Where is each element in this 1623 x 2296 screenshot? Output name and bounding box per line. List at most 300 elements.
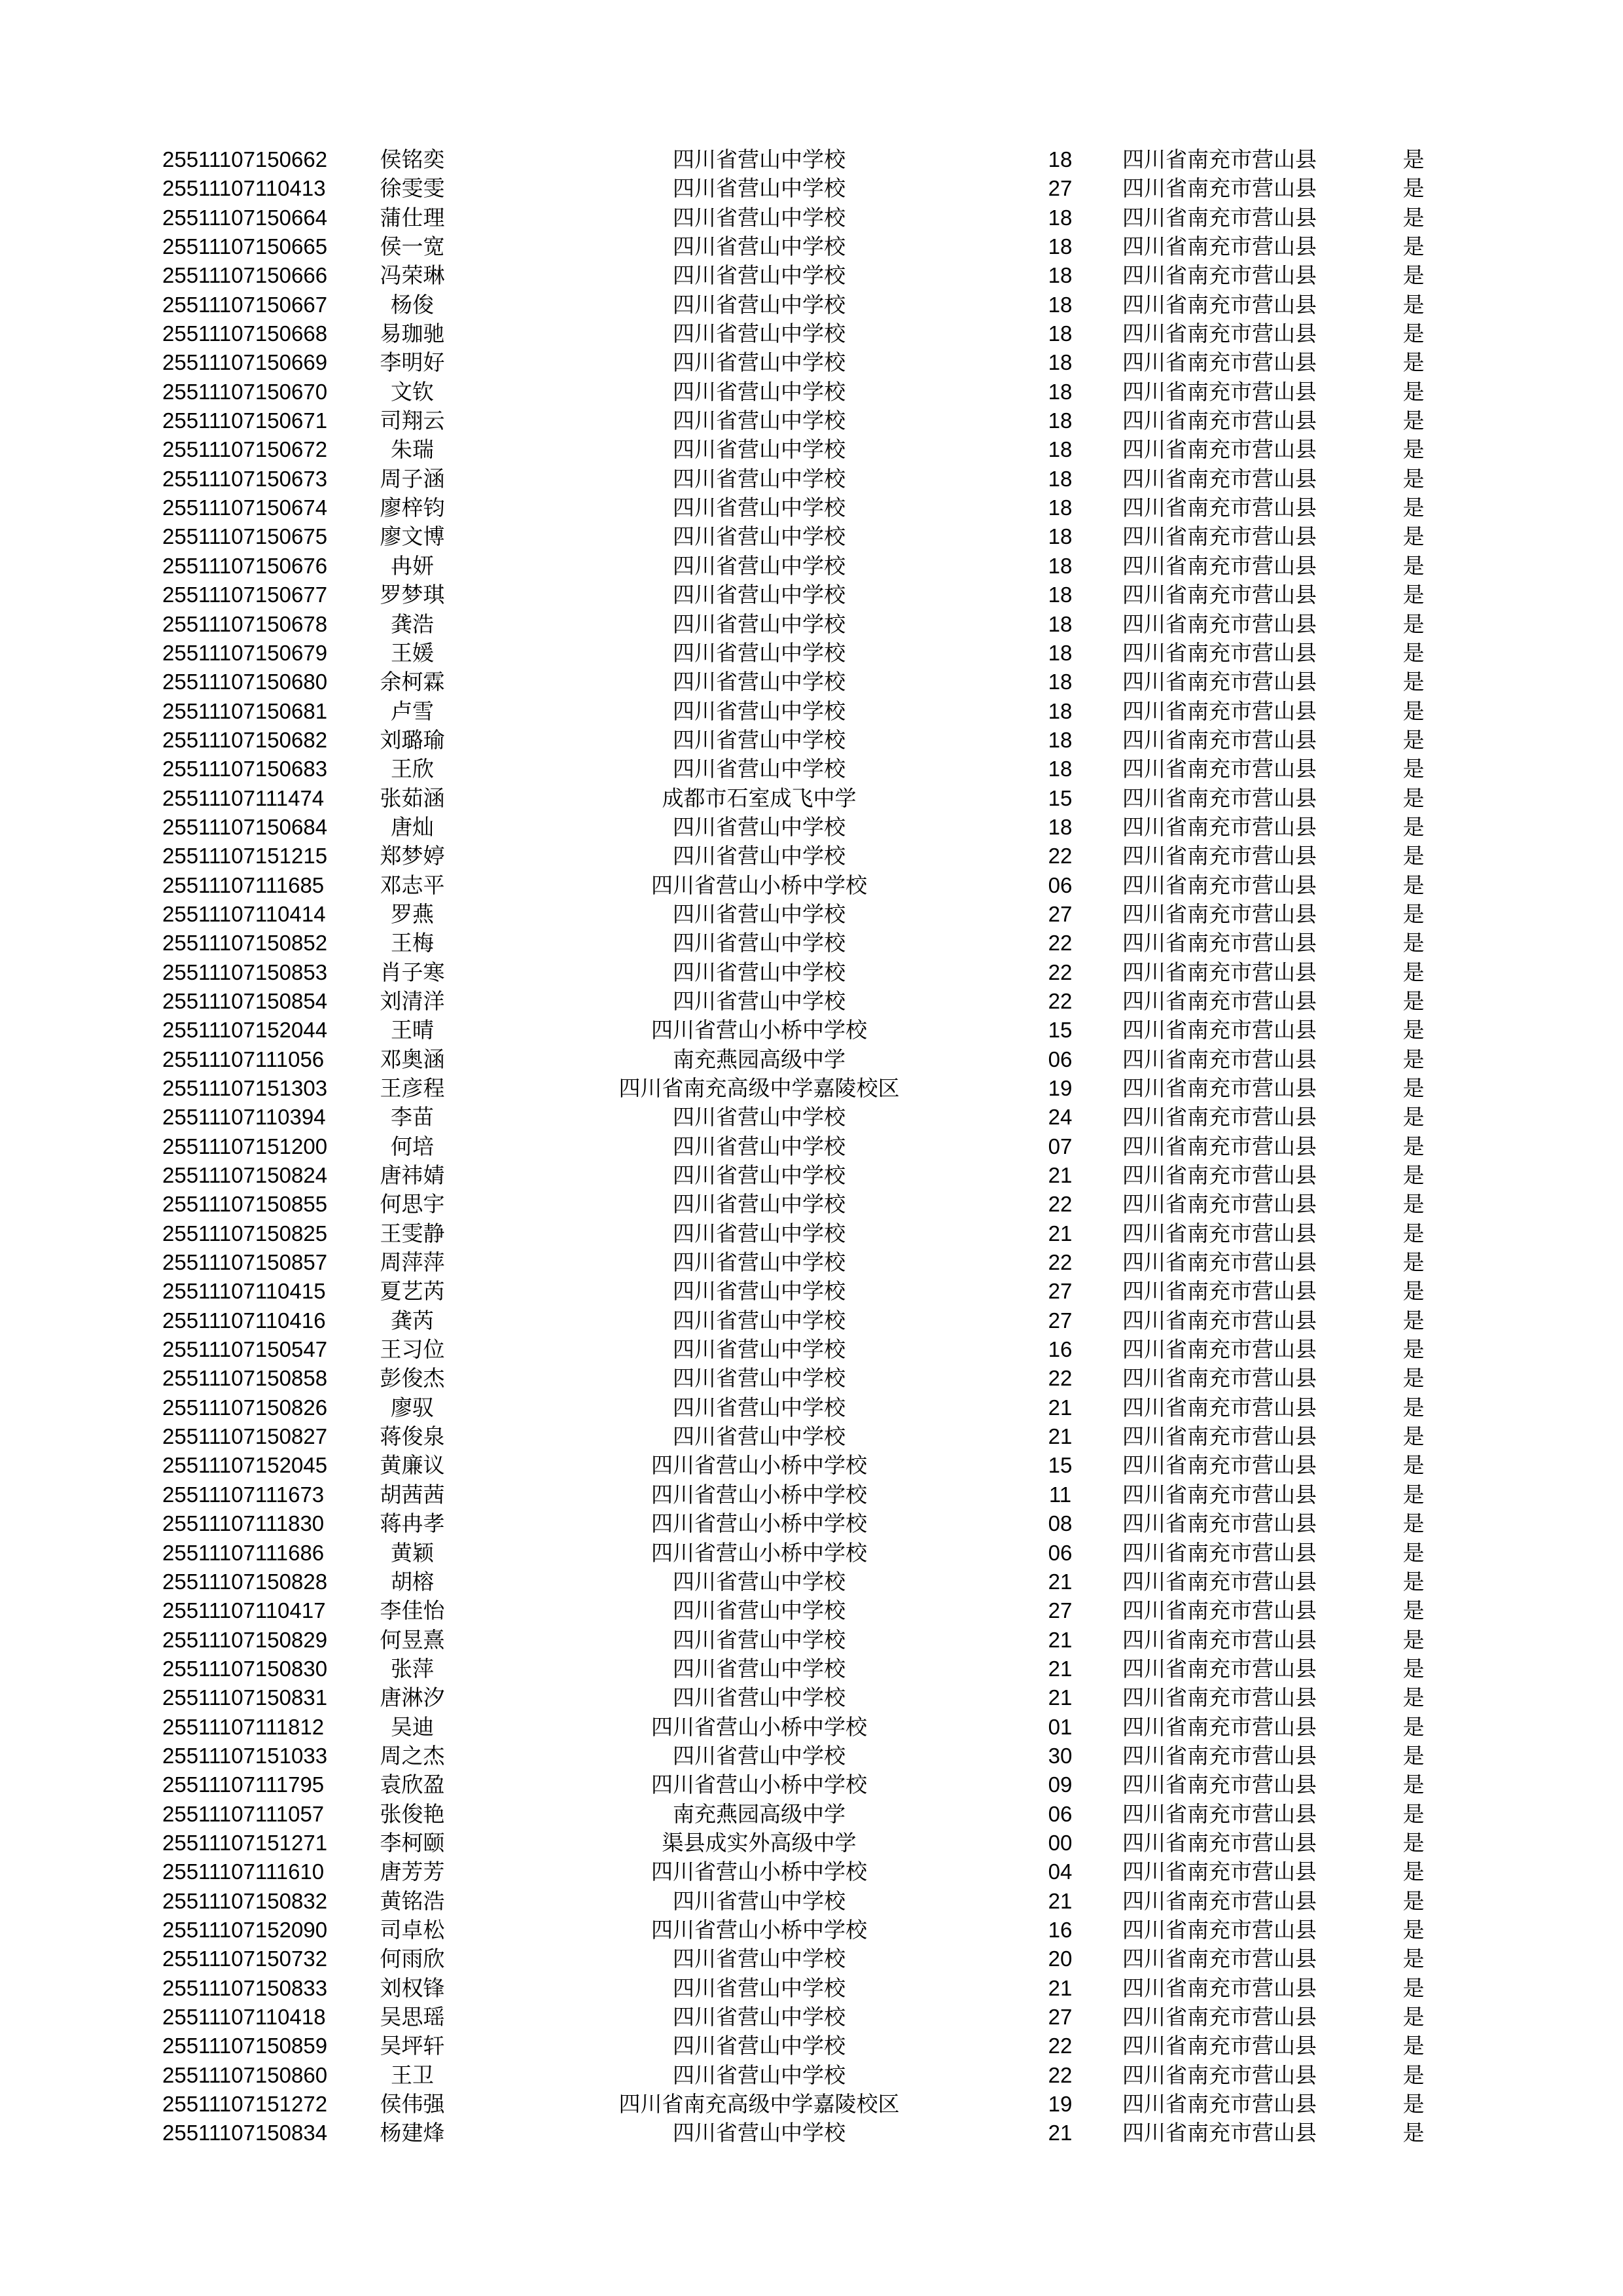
table-row [0, 435, 1623, 464]
student-name-cell: 王雯静 [380, 1220, 445, 1246]
category-code-cell: 18 [1048, 670, 1073, 694]
table-row [0, 1190, 1623, 1219]
region-cell: 四川省南充市营山县 [1122, 234, 1317, 260]
table-row [0, 668, 1623, 696]
table-row [0, 1422, 1623, 1451]
student-name-cell: 余柯霖 [380, 669, 445, 695]
exam-number-cell: 25511107150858 [162, 1366, 328, 1391]
school-name-cell: 四川省营山中学校 [673, 726, 846, 753]
table-row [0, 1016, 1623, 1045]
table-row [0, 1539, 1623, 1568]
student-name-cell: 袁欣盈 [380, 1772, 445, 1798]
category-code-cell: 16 [1048, 1917, 1073, 1942]
student-name-cell: 胡茜茜 [380, 1481, 445, 1507]
region-cell: 四川省南充市营山县 [1122, 756, 1317, 782]
student-name-cell: 彭俊杰 [380, 1365, 445, 1391]
exam-number-cell: 25511107111795 [162, 1772, 325, 1797]
region-cell: 四川省南充市营山县 [1122, 2004, 1317, 2030]
table-row [0, 493, 1623, 522]
status-flag-cell: 是 [1402, 814, 1425, 840]
category-code-cell: 27 [1048, 1308, 1073, 1333]
status-flag-cell: 是 [1402, 1742, 1425, 1768]
category-code-cell: 21 [1048, 1163, 1073, 1188]
region-cell: 四川省南充市营山县 [1122, 1568, 1317, 1594]
table-row [0, 2119, 1623, 2147]
student-name-cell: 罗梦琪 [380, 582, 445, 608]
exam-number-cell: 25511107150665 [162, 234, 328, 259]
category-code-cell: 01 [1048, 1714, 1073, 1739]
table-row [0, 1393, 1623, 1422]
student-name-cell: 廖文博 [380, 524, 445, 550]
region-cell: 四川省南充市营山县 [1122, 350, 1317, 376]
student-name-cell: 廖梓钧 [380, 495, 445, 521]
exam-number-cell: 25511107150860 [162, 2062, 328, 2087]
school-name-cell: 四川省营山中学校 [673, 1685, 846, 1711]
category-code-cell: 21 [1048, 1627, 1073, 1652]
status-flag-cell: 是 [1402, 1452, 1425, 1479]
exam-number-cell: 25511107150669 [162, 350, 328, 375]
category-code-cell: 22 [1048, 1250, 1073, 1275]
table-row [0, 1248, 1623, 1277]
category-code-cell: 15 [1048, 1453, 1073, 1478]
table-row [0, 610, 1623, 639]
region-cell: 四川省南充市营山县 [1122, 378, 1317, 404]
student-name-cell: 侯铭奕 [380, 147, 445, 172]
school-name-cell: 四川省南充高级中学嘉陵校区 [618, 1075, 900, 1101]
status-flag-cell: 是 [1402, 524, 1425, 550]
exam-number-cell: 25511107111812 [162, 1714, 325, 1739]
category-code-cell: 22 [1048, 931, 1073, 956]
student-name-cell: 唐祎婧 [380, 1162, 445, 1189]
status-flag-cell: 是 [1402, 1539, 1425, 1566]
exam-number-cell: 25511107150683 [162, 757, 328, 781]
school-name-cell: 四川省营山中学校 [673, 495, 846, 521]
status-flag-cell: 是 [1402, 552, 1425, 579]
category-code-cell: 06 [1048, 1047, 1073, 1071]
region-cell: 四川省南充市营山县 [1122, 1278, 1317, 1304]
category-code-cell: 21 [1048, 1888, 1073, 1913]
exam-number-cell: 25511107150732 [162, 1946, 328, 1971]
school-name-cell: 四川省营山中学校 [673, 814, 846, 840]
status-flag-cell: 是 [1402, 756, 1425, 782]
category-code-cell: 27 [1048, 176, 1073, 201]
status-flag-cell: 是 [1402, 291, 1425, 317]
student-name-cell: 吴思瑶 [380, 2004, 445, 2030]
category-code-cell: 18 [1048, 408, 1073, 433]
category-code-cell: 22 [1048, 960, 1073, 984]
category-code-cell: 18 [1048, 379, 1073, 404]
student-name-cell: 胡榕 [391, 1568, 434, 1594]
region-cell: 四川省南充市营山县 [1122, 408, 1317, 434]
region-cell: 四川省南充市营山县 [1122, 1104, 1317, 1130]
school-name-cell: 南充燕园高级中学 [673, 1046, 846, 1072]
table-row [0, 291, 1623, 319]
table-row [0, 465, 1623, 493]
table-row [0, 842, 1623, 870]
exam-number-cell: 25511107111057 [162, 1801, 325, 1826]
student-name-cell: 冯荣琳 [380, 262, 445, 289]
student-name-cell: 刘权锋 [380, 1975, 445, 2001]
region-cell: 四川省南充市营山县 [1122, 901, 1317, 927]
status-flag-cell: 是 [1402, 726, 1425, 753]
category-code-cell: 18 [1048, 263, 1073, 288]
table-row [0, 987, 1623, 1016]
exam-number-cell: 25511107110413 [162, 176, 326, 201]
status-flag-cell: 是 [1402, 495, 1425, 521]
exam-number-cell: 25511107150682 [162, 727, 328, 752]
region-cell: 四川省南充市营山县 [1122, 1598, 1317, 1624]
region-cell: 四川省南充市营山县 [1122, 1685, 1317, 1711]
school-name-cell: 四川省营山中学校 [673, 1568, 846, 1594]
category-code-cell: 18 [1048, 147, 1073, 171]
student-name-cell: 肖子寒 [380, 959, 445, 985]
exam-number-cell: 25511107150825 [162, 1221, 328, 1246]
exam-number-cell: 25511107150662 [162, 147, 328, 171]
exam-number-cell: 25511107150670 [162, 379, 328, 404]
exam-number-cell: 25511107150676 [162, 553, 328, 578]
school-name-cell: 四川省营山中学校 [673, 524, 846, 550]
region-cell: 四川省南充市营山县 [1122, 1394, 1317, 1420]
exam-number-cell: 25511107150674 [162, 495, 328, 520]
exam-number-cell: 25511107150547 [162, 1337, 328, 1362]
status-flag-cell: 是 [1402, 843, 1425, 869]
student-name-cell: 冉妍 [391, 552, 434, 579]
category-code-cell: 22 [1048, 1366, 1073, 1391]
category-code-cell: 22 [1048, 988, 1073, 1013]
region-cell: 四川省南充市营山县 [1122, 147, 1317, 172]
exam-number-cell: 25511107150679 [162, 640, 328, 665]
table-row [0, 1916, 1623, 1945]
region-cell: 四川省南充市营山县 [1122, 204, 1317, 230]
category-code-cell: 24 [1048, 1105, 1073, 1130]
table-row [0, 813, 1623, 842]
school-name-cell: 四川省营山中学校 [673, 1394, 846, 1420]
school-name-cell: 四川省营山中学校 [673, 1975, 846, 2001]
region-cell: 四川省南充市营山县 [1122, 1075, 1317, 1101]
region-cell: 四川省南充市营山县 [1122, 291, 1317, 317]
region-cell: 四川省南充市营山县 [1122, 262, 1317, 289]
region-cell: 四川省南充市营山县 [1122, 1916, 1317, 1943]
table-row [0, 2061, 1623, 2090]
school-name-cell: 四川省营山中学校 [673, 756, 846, 782]
table-row [0, 1626, 1623, 1655]
school-name-cell: 四川省营山中学校 [673, 1365, 846, 1391]
region-cell: 四川省南充市营山县 [1122, 872, 1317, 898]
status-flag-cell: 是 [1402, 639, 1425, 666]
school-name-cell: 四川省营山中学校 [673, 959, 846, 985]
school-name-cell: 四川省营山中学校 [673, 234, 846, 260]
region-cell: 四川省南充市营山县 [1122, 1162, 1317, 1189]
status-flag-cell: 是 [1402, 959, 1425, 985]
student-name-cell: 周子涵 [380, 465, 445, 492]
status-flag-cell: 是 [1402, 1655, 1425, 1681]
student-name-cell: 张萍 [391, 1655, 434, 1681]
table-row [0, 1132, 1623, 1161]
status-flag-cell: 是 [1402, 1829, 1425, 1856]
status-flag-cell: 是 [1402, 1336, 1425, 1363]
table-row [0, 1742, 1623, 1770]
table-row [0, 1829, 1623, 1857]
table-row [0, 1074, 1623, 1103]
region-cell: 四川省南充市营山县 [1122, 1133, 1317, 1159]
category-code-cell: 30 [1048, 1743, 1073, 1768]
table-row [0, 1364, 1623, 1393]
exam-number-cell: 25511107110417 [162, 1598, 326, 1623]
school-name-cell: 四川省营山中学校 [673, 378, 846, 404]
student-name-cell: 王晴 [391, 1017, 434, 1043]
status-flag-cell: 是 [1402, 1713, 1425, 1740]
region-cell: 四川省南充市营山县 [1122, 175, 1317, 202]
status-flag-cell: 是 [1402, 2004, 1425, 2030]
student-name-cell: 唐灿 [391, 814, 434, 840]
exam-number-cell: 25511107111610 [162, 1859, 325, 1884]
region-cell: 四川省南充市营山县 [1122, 321, 1317, 347]
region-cell: 四川省南充市营山县 [1122, 1539, 1317, 1566]
exam-number-cell: 25511107150852 [162, 931, 328, 956]
student-name-cell: 李苗 [391, 1104, 434, 1130]
region-cell: 四川省南充市营山县 [1122, 1336, 1317, 1363]
student-name-cell: 廖驭 [391, 1394, 434, 1420]
student-name-cell: 罗燕 [391, 901, 434, 927]
status-flag-cell: 是 [1402, 611, 1425, 637]
status-flag-cell: 是 [1402, 1191, 1425, 1217]
student-name-cell: 刘清洋 [380, 988, 445, 1014]
exam-number-cell: 25511107110414 [162, 901, 326, 926]
school-name-cell: 四川省营山中学校 [673, 1655, 846, 1681]
category-code-cell: 18 [1048, 495, 1073, 520]
student-name-cell: 龚浩 [391, 611, 434, 637]
category-code-cell: 18 [1048, 234, 1073, 259]
exam-number-cell: 25511107151200 [162, 1134, 328, 1158]
exam-number-cell: 25511107150677 [162, 583, 328, 607]
status-flag-cell: 是 [1402, 1626, 1425, 1653]
exam-number-cell: 25511107150664 [162, 205, 328, 230]
school-name-cell: 四川省营山中学校 [673, 669, 846, 695]
table-row [0, 204, 1623, 232]
school-name-cell: 四川省营山中学校 [673, 1626, 846, 1653]
category-code-cell: 07 [1048, 1134, 1073, 1158]
exam-number-cell: 25511107150824 [162, 1163, 328, 1188]
student-name-cell: 易珈驰 [380, 321, 445, 347]
school-name-cell: 四川省营山中学校 [673, 147, 846, 172]
student-name-cell: 龚芮 [391, 1307, 434, 1333]
exam-number-cell: 25511107150833 [162, 1975, 328, 2000]
status-flag-cell: 是 [1402, 1859, 1425, 1885]
school-name-cell: 四川省营山中学校 [673, 1191, 846, 1217]
status-flag-cell: 是 [1402, 901, 1425, 927]
category-code-cell: 15 [1048, 785, 1073, 810]
region-cell: 四川省南充市营山县 [1122, 930, 1317, 956]
category-code-cell: 18 [1048, 524, 1073, 549]
exam-number-cell: 25511107152090 [162, 1917, 328, 1942]
category-code-cell: 18 [1048, 205, 1073, 230]
status-flag-cell: 是 [1402, 378, 1425, 404]
category-code-cell: 18 [1048, 727, 1073, 752]
region-cell: 四川省南充市营山县 [1122, 1975, 1317, 2001]
school-name-cell: 四川省营山中学校 [673, 1249, 846, 1276]
table-row [0, 900, 1623, 929]
status-flag-cell: 是 [1402, 1220, 1425, 1246]
school-name-cell: 四川省营山中学校 [673, 698, 846, 724]
table-row [0, 552, 1623, 581]
school-name-cell: 四川省营山中学校 [673, 1946, 846, 1972]
student-name-cell: 唐淋汐 [380, 1685, 445, 1711]
school-name-cell: 四川省营山中学校 [673, 321, 846, 347]
student-name-cell: 蒋俊泉 [380, 1424, 445, 1450]
table-row [0, 871, 1623, 900]
table-row [0, 755, 1623, 783]
category-code-cell: 18 [1048, 583, 1073, 607]
region-cell: 四川省南充市营山县 [1122, 2033, 1317, 2059]
category-code-cell: 18 [1048, 814, 1073, 839]
school-name-cell: 四川省南充高级中学嘉陵校区 [618, 2091, 900, 2117]
student-name-cell: 邓奥涵 [380, 1046, 445, 1072]
category-code-cell: 00 [1048, 1830, 1073, 1855]
status-flag-cell: 是 [1402, 1394, 1425, 1420]
student-name-cell: 侯伟强 [380, 2091, 445, 2117]
exam-number-cell: 25511107150684 [162, 814, 328, 839]
region-cell: 四川省南充市营山县 [1122, 524, 1317, 550]
region-cell: 四川省南充市营山县 [1122, 726, 1317, 753]
category-code-cell: 21 [1048, 1221, 1073, 1246]
school-name-cell: 四川省营山中学校 [673, 2033, 846, 2059]
category-code-cell: 19 [1048, 1076, 1073, 1100]
exam-number-cell: 25511107110394 [162, 1105, 326, 1130]
table-row [0, 1683, 1623, 1712]
status-flag-cell: 是 [1402, 234, 1425, 260]
region-cell: 四川省南充市营山县 [1122, 1220, 1317, 1246]
table-row [0, 1509, 1623, 1538]
exam-number-cell: 25511107150853 [162, 960, 328, 984]
table-row [0, 1596, 1623, 1625]
student-name-cell: 李佳怡 [380, 1598, 445, 1624]
status-flag-cell: 是 [1402, 1075, 1425, 1101]
category-code-cell: 06 [1048, 872, 1073, 897]
exam-number-cell: 25511107150832 [162, 1888, 328, 1913]
table-row [0, 2003, 1623, 2032]
school-name-cell: 四川省营山中学校 [673, 1336, 846, 1363]
school-name-cell: 渠县成实外高级中学 [662, 1829, 857, 1856]
school-name-cell: 四川省营山中学校 [673, 291, 846, 317]
exam-number-cell: 25511107150666 [162, 263, 328, 288]
table-row [0, 1713, 1623, 1742]
table-row [0, 784, 1623, 813]
region-cell: 四川省南充市营山县 [1122, 2062, 1317, 2088]
table-row [0, 1045, 1623, 1074]
table-row [0, 406, 1623, 435]
category-code-cell: 18 [1048, 698, 1073, 723]
student-list-table [0, 145, 1623, 2148]
student-name-cell: 张茹涵 [380, 785, 445, 811]
region-cell: 四川省南充市营山县 [1122, 1046, 1317, 1072]
status-flag-cell: 是 [1402, 1365, 1425, 1391]
table-row [0, 1800, 1623, 1829]
exam-number-cell: 25511107150859 [162, 2034, 328, 2058]
table-row [0, 145, 1623, 174]
category-code-cell: 22 [1048, 2034, 1073, 2058]
school-name-cell: 四川省营山小桥中学校 [651, 1511, 867, 1537]
table-row [0, 697, 1623, 726]
region-cell: 四川省南充市营山县 [1122, 1888, 1317, 1914]
school-name-cell: 四川省营山小桥中学校 [651, 1772, 867, 1798]
category-code-cell: 27 [1048, 901, 1073, 926]
region-cell: 四川省南充市营山县 [1122, 843, 1317, 869]
student-name-cell: 夏艺芮 [380, 1278, 445, 1304]
category-code-cell: 21 [1048, 2121, 1073, 2145]
school-name-cell: 四川省营山小桥中学校 [651, 1481, 867, 1507]
region-cell: 四川省南充市营山县 [1122, 1452, 1317, 1479]
status-flag-cell: 是 [1402, 2033, 1425, 2059]
student-name-cell: 王欣 [391, 756, 434, 782]
school-name-cell: 四川省营山中学校 [673, 2062, 846, 2088]
table-row [0, 348, 1623, 377]
student-name-cell: 黄铭浩 [380, 1888, 445, 1914]
exam-number-cell: 25511107151033 [162, 1743, 328, 1768]
status-flag-cell: 是 [1402, 147, 1425, 172]
region-cell: 四川省南充市营山县 [1122, 1249, 1317, 1276]
region-cell: 四川省南充市营山县 [1122, 1742, 1317, 1768]
category-code-cell: 21 [1048, 1569, 1073, 1594]
student-name-cell: 王卫 [391, 2062, 434, 2088]
category-code-cell: 15 [1048, 1018, 1073, 1043]
status-flag-cell: 是 [1402, 1104, 1425, 1130]
school-name-cell: 四川省营山中学校 [673, 2120, 846, 2146]
school-name-cell: 四川省营山中学校 [673, 552, 846, 579]
region-cell: 四川省南充市营山县 [1122, 785, 1317, 811]
exam-number-cell: 25511107150675 [162, 524, 328, 549]
category-code-cell: 18 [1048, 640, 1073, 665]
school-name-cell: 四川省营山中学校 [673, 1742, 846, 1768]
status-flag-cell: 是 [1402, 1685, 1425, 1711]
table-row [0, 378, 1623, 406]
status-flag-cell: 是 [1402, 1307, 1425, 1333]
student-name-cell: 郑梦婷 [380, 843, 445, 869]
exam-number-cell: 25511107111686 [162, 1540, 325, 1565]
exam-number-cell: 25511107150857 [162, 1250, 328, 1275]
student-name-cell: 杨俊 [391, 291, 434, 317]
exam-number-cell: 25511107150680 [162, 670, 328, 694]
region-cell: 四川省南充市营山县 [1122, 1365, 1317, 1391]
table-row [0, 1161, 1623, 1190]
status-flag-cell: 是 [1402, 175, 1425, 202]
region-cell: 四川省南充市营山县 [1122, 582, 1317, 608]
category-code-cell: 06 [1048, 1801, 1073, 1826]
table-row [0, 958, 1623, 987]
table-row [0, 1655, 1623, 1683]
school-name-cell: 四川省营山中学校 [673, 1220, 846, 1246]
category-code-cell: 08 [1048, 1511, 1073, 1536]
category-code-cell: 18 [1048, 437, 1073, 462]
region-cell: 四川省南充市营山县 [1122, 1946, 1317, 1972]
table-row [0, 1480, 1623, 1509]
exam-number-cell: 25511107111830 [162, 1511, 325, 1536]
status-flag-cell: 是 [1402, 1162, 1425, 1189]
school-name-cell: 四川省营山中学校 [673, 262, 846, 289]
exam-number-cell: 25511107150830 [162, 1656, 328, 1681]
status-flag-cell: 是 [1402, 204, 1425, 230]
category-code-cell: 18 [1048, 553, 1073, 578]
region-cell: 四川省南充市营山县 [1122, 1626, 1317, 1653]
school-name-cell: 四川省营山中学校 [673, 988, 846, 1014]
table-row [0, 581, 1623, 609]
exam-number-cell: 25511107150854 [162, 988, 328, 1013]
student-name-cell: 蒋冉孝 [380, 1511, 445, 1537]
school-name-cell: 四川省营山中学校 [673, 437, 846, 463]
school-name-cell: 四川省营山中学校 [673, 1888, 846, 1914]
region-cell: 四川省南充市营山县 [1122, 1655, 1317, 1681]
school-name-cell: 四川省营山中学校 [673, 611, 846, 637]
school-name-cell: 四川省营山中学校 [673, 1307, 846, 1333]
